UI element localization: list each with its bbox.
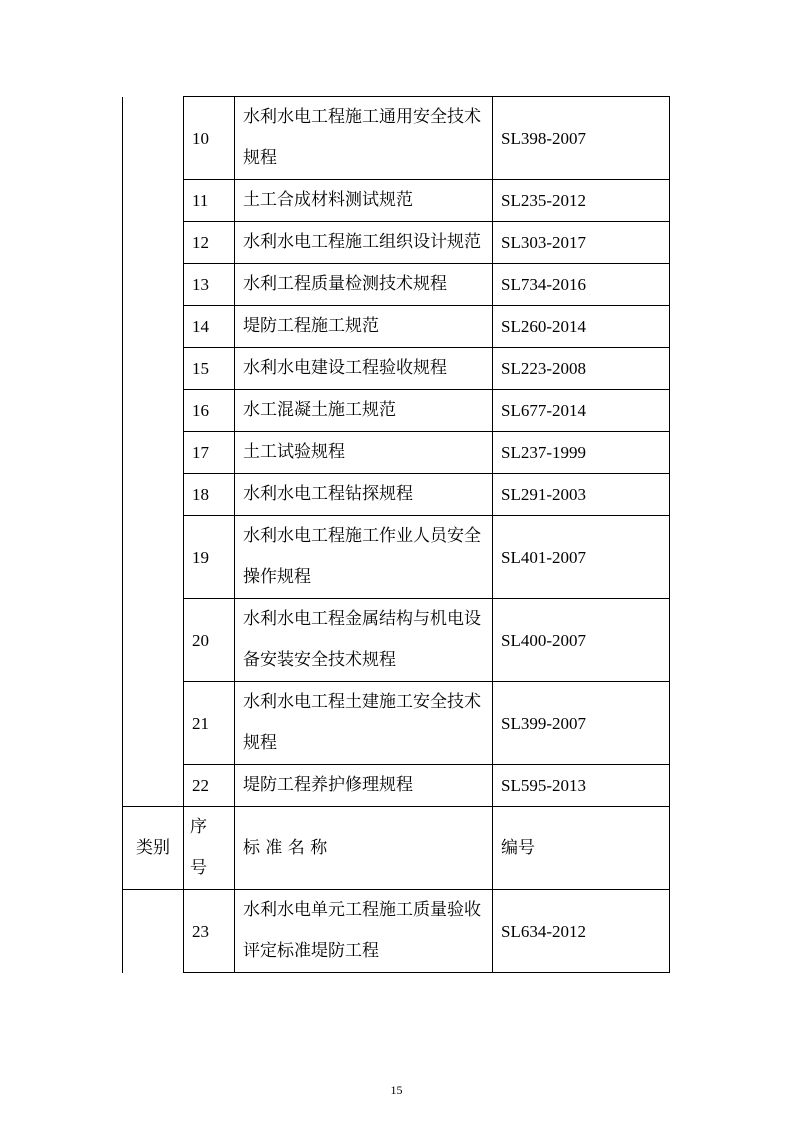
standard-code: SL235-2012 — [493, 180, 670, 222]
table-row — [123, 348, 670, 390]
standard-code: SL734-2016 — [493, 264, 670, 306]
standards-table — [122, 96, 670, 973]
standard-code: SL634-2012 — [493, 890, 670, 973]
standard-code: SL677-2014 — [493, 390, 670, 432]
table-row — [123, 599, 670, 682]
category-cell — [123, 682, 184, 765]
row-number: 16 — [184, 390, 235, 432]
standard-name: 堤防工程养护修理规程 — [235, 765, 493, 807]
standard-code: SL223-2008 — [493, 348, 670, 390]
row-number: 11 — [184, 180, 235, 222]
standards-table-header — [123, 807, 670, 890]
table-row — [123, 432, 670, 474]
header-seq — [184, 807, 235, 890]
category-cell — [123, 474, 184, 516]
category-cell — [123, 390, 184, 432]
category-cell — [123, 599, 184, 682]
standard-code: SL260-2014 — [493, 306, 670, 348]
category-cell — [123, 890, 184, 973]
table-row — [123, 180, 670, 222]
standard-name: 水利水电建设工程验收规程 — [235, 348, 493, 390]
page-number: 15 — [390, 1083, 403, 1097]
standard-code: SL237-1999 — [493, 432, 670, 474]
category-cell — [123, 180, 184, 222]
standard-name: 水利水电工程钻探规程 — [235, 474, 493, 516]
category-cell — [123, 306, 184, 348]
table-row — [123, 222, 670, 264]
row-number: 21 — [184, 682, 235, 765]
table-row — [123, 390, 670, 432]
standard-name: 土工试验规程 — [235, 432, 493, 474]
table-header-row — [123, 807, 670, 890]
standard-code: SL399-2007 — [493, 682, 670, 765]
table-row — [123, 474, 670, 516]
header-name: 标 准 名 称 — [235, 807, 493, 890]
row-number: 18 — [184, 474, 235, 516]
table-row — [123, 264, 670, 306]
category-cell — [123, 97, 184, 180]
row-number: 14 — [184, 306, 235, 348]
table-row — [123, 765, 670, 807]
standard-code: SL595-2013 — [493, 765, 670, 807]
category-cell — [123, 432, 184, 474]
row-number: 19 — [184, 516, 235, 599]
category-cell — [123, 222, 184, 264]
header-seq-text: 序号 — [190, 817, 207, 878]
standard-name: 水利水电单元工程施工质量验收评定标准堤防工程 — [235, 890, 493, 973]
table-row — [123, 306, 670, 348]
standard-name: 堤防工程施工规范 — [235, 306, 493, 348]
standard-name: 水工混凝土施工规范 — [235, 390, 493, 432]
row-number: 13 — [184, 264, 235, 306]
header-category: 类别 — [123, 807, 184, 890]
table-row — [123, 516, 670, 599]
row-number: 10 — [184, 97, 235, 180]
standard-code: SL401-2007 — [493, 516, 670, 599]
standard-name: 水利水电工程施工作业人员安全操作规程 — [235, 516, 493, 599]
standard-code: SL398-2007 — [493, 97, 670, 180]
standard-code: SL291-2003 — [493, 474, 670, 516]
header-code: 编号 — [493, 807, 670, 890]
table-row — [123, 97, 670, 180]
category-cell — [123, 516, 184, 599]
row-number: 17 — [184, 432, 235, 474]
row-number: 12 — [184, 222, 235, 264]
row-number: 23 — [184, 890, 235, 973]
table-row — [123, 890, 670, 973]
standard-name: 水利水电工程施工通用安全技术规程 — [235, 97, 493, 180]
standard-name: 土工合成材料测试规范 — [235, 180, 493, 222]
standard-code: SL400-2007 — [493, 599, 670, 682]
category-cell — [123, 765, 184, 807]
standard-name: 水利水电工程施工组织设计规范 — [235, 222, 493, 264]
standard-name: 水利水电工程金属结构与机电设备安装安全技术规程 — [235, 599, 493, 682]
table-row — [123, 682, 670, 765]
standard-name: 水利工程质量检测技术规程 — [235, 264, 493, 306]
standard-name: 水利水电工程土建施工安全技术规程 — [235, 682, 493, 765]
row-number: 20 — [184, 599, 235, 682]
category-cell — [123, 348, 184, 390]
standard-code: SL303-2017 — [493, 222, 670, 264]
category-cell — [123, 264, 184, 306]
standards-table-body-top — [123, 97, 670, 807]
row-number: 15 — [184, 348, 235, 390]
row-number: 22 — [184, 765, 235, 807]
standards-table-body-bottom — [123, 890, 670, 973]
